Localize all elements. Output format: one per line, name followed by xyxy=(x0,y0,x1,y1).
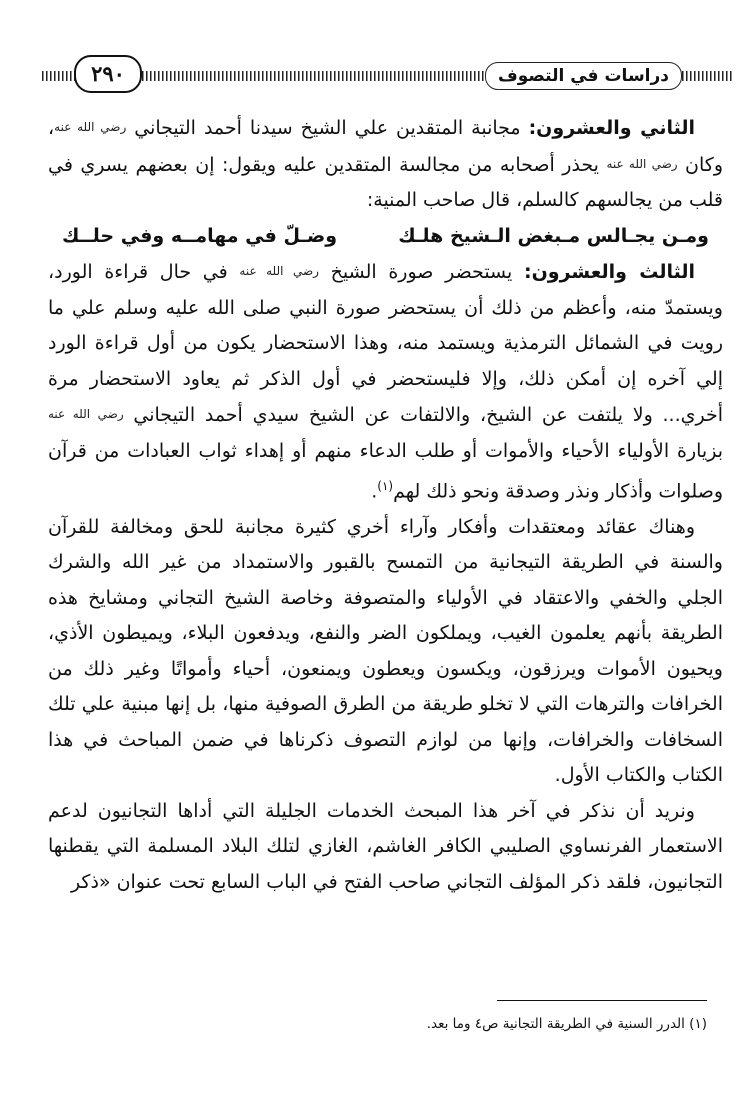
footnote: (١) الدرر السنية في الطريقة التجانية ص٤ وما بعد. xyxy=(426,1016,707,1032)
honorific-glyph: رضي الله عنه xyxy=(239,264,319,278)
paragraph-beliefs: وهناك عقائد ومعتقدات وأفكار وآراء أخري كثيرة مجانبة للحق ومخالفة للقرآن والسنة في الطريقة التيجانية من التمسح بالقبور والاستمداد من غير الله والشرك الجلي والخفي والاعتقاد في الأولياء والمتصوفة وخاصة الشيخ التجاني ومشايخ هذه الطريقة بأنهم يعلمون الغيب، ويملكون الضر والنفع، ويدفعون البلاء، ويميطون الأذي، ويحيون الأموات ويرزقون، ويكسون ويعطون ويمنعون، أحياء وأمواتًا وغير ذلك من الخرافات والترهات التي لا تخلو طريقة من الطرق الصوفية منها، بل إنها مبنية علي تلك السخافات والخرافات، وإنها من لوازم التصوف ذكرناها في ضمن المباحث في هذا الكتاب والكتاب الأول. xyxy=(48,515,723,787)
paragraph-text: بزيارة الأولياء الأحياء والأموات أو طلب الدعاء منهم أو إهداء ثواب العبادات من قرآن وصلوات وأذكار ونذر وصدقة ونحو ذلك لهم xyxy=(48,439,723,503)
paragraph-twenty-third xyxy=(48,254,723,510)
page-number: ٢٩٠ xyxy=(74,55,142,93)
page-body xyxy=(48,110,723,900)
honorific-glyph: رضي الله عنه xyxy=(54,120,127,134)
item-heading: الثالث والعشرون: xyxy=(523,261,695,283)
paragraph-text: مجانبة المتقدين علي الشيخ سيدنا أحمد التيجاني xyxy=(134,117,521,139)
paragraph-text: يحذر أصحابه من مجالسة المتقدين عليه ويقول: إن بعضهم يسري في قلب من يجالسهم كالسلم، قال صاحب المنية: xyxy=(48,153,723,211)
paragraph-text: يستحضر صورة الشيخ xyxy=(330,261,513,283)
honorific-glyph: رضي الله عنه xyxy=(48,407,124,421)
poem-first-hemistich: ومـن يجـالس مـبغض الـشيخ هلـك xyxy=(398,224,709,247)
poem-second-hemistich: وضـلّ في مهامــه وفي حلــك xyxy=(62,224,338,247)
paragraph-colonial-services: ونريد أن نذكر في آخر هذا المبحث الخدمات الجليلة التي أداها التجانيون لدعم الاستعمار الفرنساوي الصليبي الكافر الغاشم، الغازي لتلك البلاد المسلمة التي يقطنها التجانيون، فلقد ذكر المؤلف التجاني صاحب الفتح في الباب السابع تحت عنوان «ذكر xyxy=(48,799,723,893)
item-heading: الثاني والعشرون: xyxy=(528,117,695,139)
sentence-end: . xyxy=(371,480,378,503)
footnote-separator xyxy=(497,1000,707,1001)
poem-verse xyxy=(48,219,723,255)
paragraph-text: ، وكان xyxy=(48,117,724,176)
running-title: دراسات في التصوف xyxy=(485,62,682,90)
paragraph-text: في حال قراءة الورد، ويستمدّ منه، وأعظم من ذلك أن يستحضر صورة النبي صلى الله عليه وسلم علي ما رويت في الشمائل الترمذية ويستمد منه، وهذا الاستحضار يكون من أول قراءة الورد إلي آخره إن أمكن ذلك، وإلا فليستحضر في أول الذكر ثم يعاود الاستحضار مرة أخري... ولا يلتفت عن الشيخ، والالتفات عن الشيخ سيدي أحمد التيجاني xyxy=(48,261,723,426)
paragraph-twenty-second xyxy=(48,110,723,219)
page-header xyxy=(42,62,732,92)
footnote-reference[interactable]: (١) xyxy=(377,479,394,493)
honorific-glyph: رضي الله عنه xyxy=(606,156,678,171)
